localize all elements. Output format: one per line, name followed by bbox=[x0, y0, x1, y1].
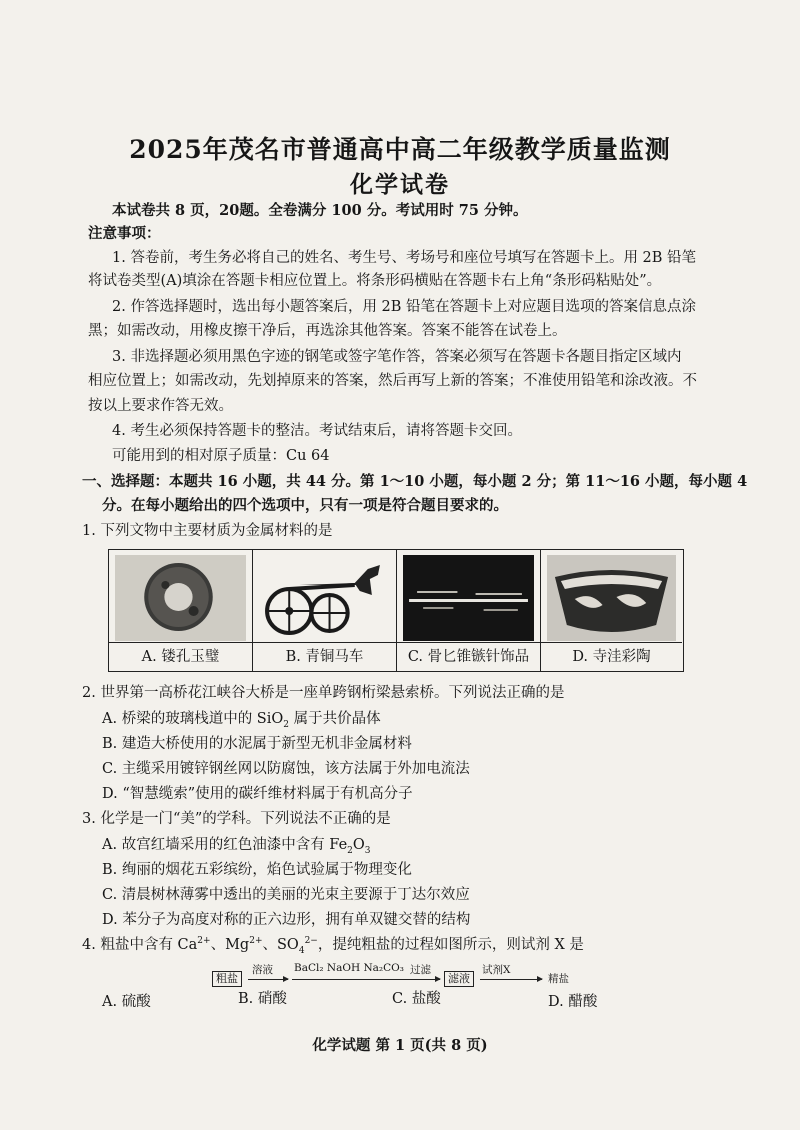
question-3-option-c: C. 清晨树林薄雾中透出的美丽的光束主要源于丁达尔效应 bbox=[102, 887, 470, 903]
page-title: 2025年茂名市普通高中高二年级教学质量监测 bbox=[129, 135, 671, 164]
note-line: 按以上要求作答无效。 bbox=[88, 398, 233, 414]
note-line: 1. 答卷前，考生务必将自己的姓名、考生号、考场号和座位号填写在答题卡上。用 2B 铅笔 bbox=[112, 250, 697, 266]
artifact-cell-d bbox=[541, 550, 682, 671]
artifact-cell-b bbox=[253, 550, 397, 671]
question-4-option-b: B. 硝酸 bbox=[238, 991, 287, 1007]
question-2-option-d: D. “智慧缆索”使用的碳纤维材料属于有机高分子 bbox=[102, 786, 413, 802]
question-3-stem: 3. 化学是一门“美”的学科。下列说法不正确的是 bbox=[82, 811, 391, 827]
exam-intro: 本试卷共 8 页，20题。全卷满分 100 分。考试用时 75 分钟。 bbox=[112, 202, 528, 219]
option-d-caption: D. 寺洼彩陶 bbox=[541, 642, 682, 671]
question-3-option-d: D. 苯分子为高度对称的正六边形，拥有单双键交替的结构 bbox=[102, 912, 471, 928]
flow-crude-salt-box: 粗盐 bbox=[212, 971, 242, 987]
question-3-option-a: A. 故宫红墙采用的红色油漆中含有 $Fe_2O_3$ bbox=[102, 837, 371, 856]
note-line: 3. 非选择题必须用黑色字迹的钢笔或签字笔作答，答案必须写在答题卡各题目指定区域内 bbox=[112, 349, 682, 365]
notes-heading: 注意事项： bbox=[88, 225, 161, 242]
option-b-caption: B. 青铜马车 bbox=[253, 642, 396, 671]
bronze-chariot-image bbox=[259, 555, 390, 641]
question-4-stem: 4. 粗盐中含有 $Ca^{2+}$、$Mg^{2+}$、$SO_4^{2-}$，提纯粗盐的过程如图所示，则试剂 X 是 bbox=[82, 936, 584, 956]
flow-arrow bbox=[292, 979, 440, 980]
page-subtitle: 化学试卷 bbox=[350, 171, 450, 198]
flow-product-label: 精盐 bbox=[548, 973, 569, 985]
painted-pottery-image bbox=[547, 555, 676, 641]
section-heading: 一、选择题：本题共 16 小题，共 44 分。第 1～10 小题，每小题 2 分；第 11～16 小题，每小题 4 bbox=[82, 473, 748, 490]
question-2-stem: 2. 世界第一高桥花江峡谷大桥是一座单跨钢桁梁悬索桥。下列说法正确的是 bbox=[82, 685, 565, 701]
question-2-option-c: C. 主缆采用镀锌钢丝网以防腐蚀，该方法属于外加电流法 bbox=[102, 761, 470, 777]
note-line: 将试卷类型(A)填涂在答题卡相应位置上。将条形码横贴在答题卡右上角“条形码粘贴处”。 bbox=[88, 273, 662, 289]
section-heading-cont: 分。在每小题给出的四个选项中，只有一项是符合题目要求的。 bbox=[102, 497, 508, 514]
note-line: 4. 考生必须保持答题卡的整洁。考试结束后，请将答题卡交回。 bbox=[112, 423, 522, 439]
note-line: 黑；如需改动，用橡皮擦干净后，再选涂其他答案。答案不能答在试卷上。 bbox=[88, 323, 567, 339]
option-a-caption: A. 镂孔玉璧 bbox=[109, 642, 252, 671]
option-c-caption: C. 骨匕锥镞针饰品 bbox=[397, 642, 540, 671]
question-3-option-b: B. 绚丽的烟花五彩缤纷，焰色试验属于物理变化 bbox=[102, 862, 412, 878]
artifact-cell-c bbox=[397, 550, 541, 671]
flow-filtrate-box: 滤液 bbox=[444, 971, 474, 987]
flow-arrow bbox=[480, 979, 542, 980]
question-1-stem: 1. 下列文物中主要材质为金属材料的是 bbox=[82, 523, 333, 539]
flow-dissolve-label: 溶液 bbox=[252, 964, 273, 976]
flow-arrow bbox=[248, 979, 288, 980]
flow-reagents-label: BaCl₂ NaOH Na₂CO₃ bbox=[294, 962, 404, 974]
flow-filter-label: 过滤 bbox=[410, 964, 431, 976]
flow-reagent-x-label: 试剂X bbox=[482, 964, 511, 976]
artifact-image-table bbox=[108, 549, 684, 672]
jade-bi-disc-image bbox=[115, 555, 246, 641]
question-4-option-a: A. 硫酸 bbox=[102, 994, 151, 1010]
bone-tools-image bbox=[403, 555, 534, 641]
question-4-option-c: C. 盐酸 bbox=[392, 991, 441, 1007]
question-2-option-a: A. 桥梁的玻璃栈道中的 SiO$_2$ 属于共价晶体 bbox=[102, 711, 381, 730]
artifact-cell-a bbox=[109, 550, 253, 671]
atomic-mass-line: 可能用到的相对原子质量：Cu 64 bbox=[112, 448, 330, 464]
question-4-option-d: D. 醋酸 bbox=[548, 994, 598, 1010]
note-line: 相应位置上；如需改动，先划掉原来的答案，然后再写上新的答案；不准使用铅笔和涂改液。不 bbox=[88, 373, 697, 389]
note-line: 2. 作答选择题时，选出每小题答案后，用 2B 铅笔在答题卡上对应题目选项的答案信息点涂 bbox=[112, 299, 697, 315]
page-footer: 化学试题 第 1 页(共 8 页) bbox=[312, 1037, 488, 1054]
question-2-option-b: B. 建造大桥使用的水泥属于新型无机非金属材料 bbox=[102, 736, 412, 752]
